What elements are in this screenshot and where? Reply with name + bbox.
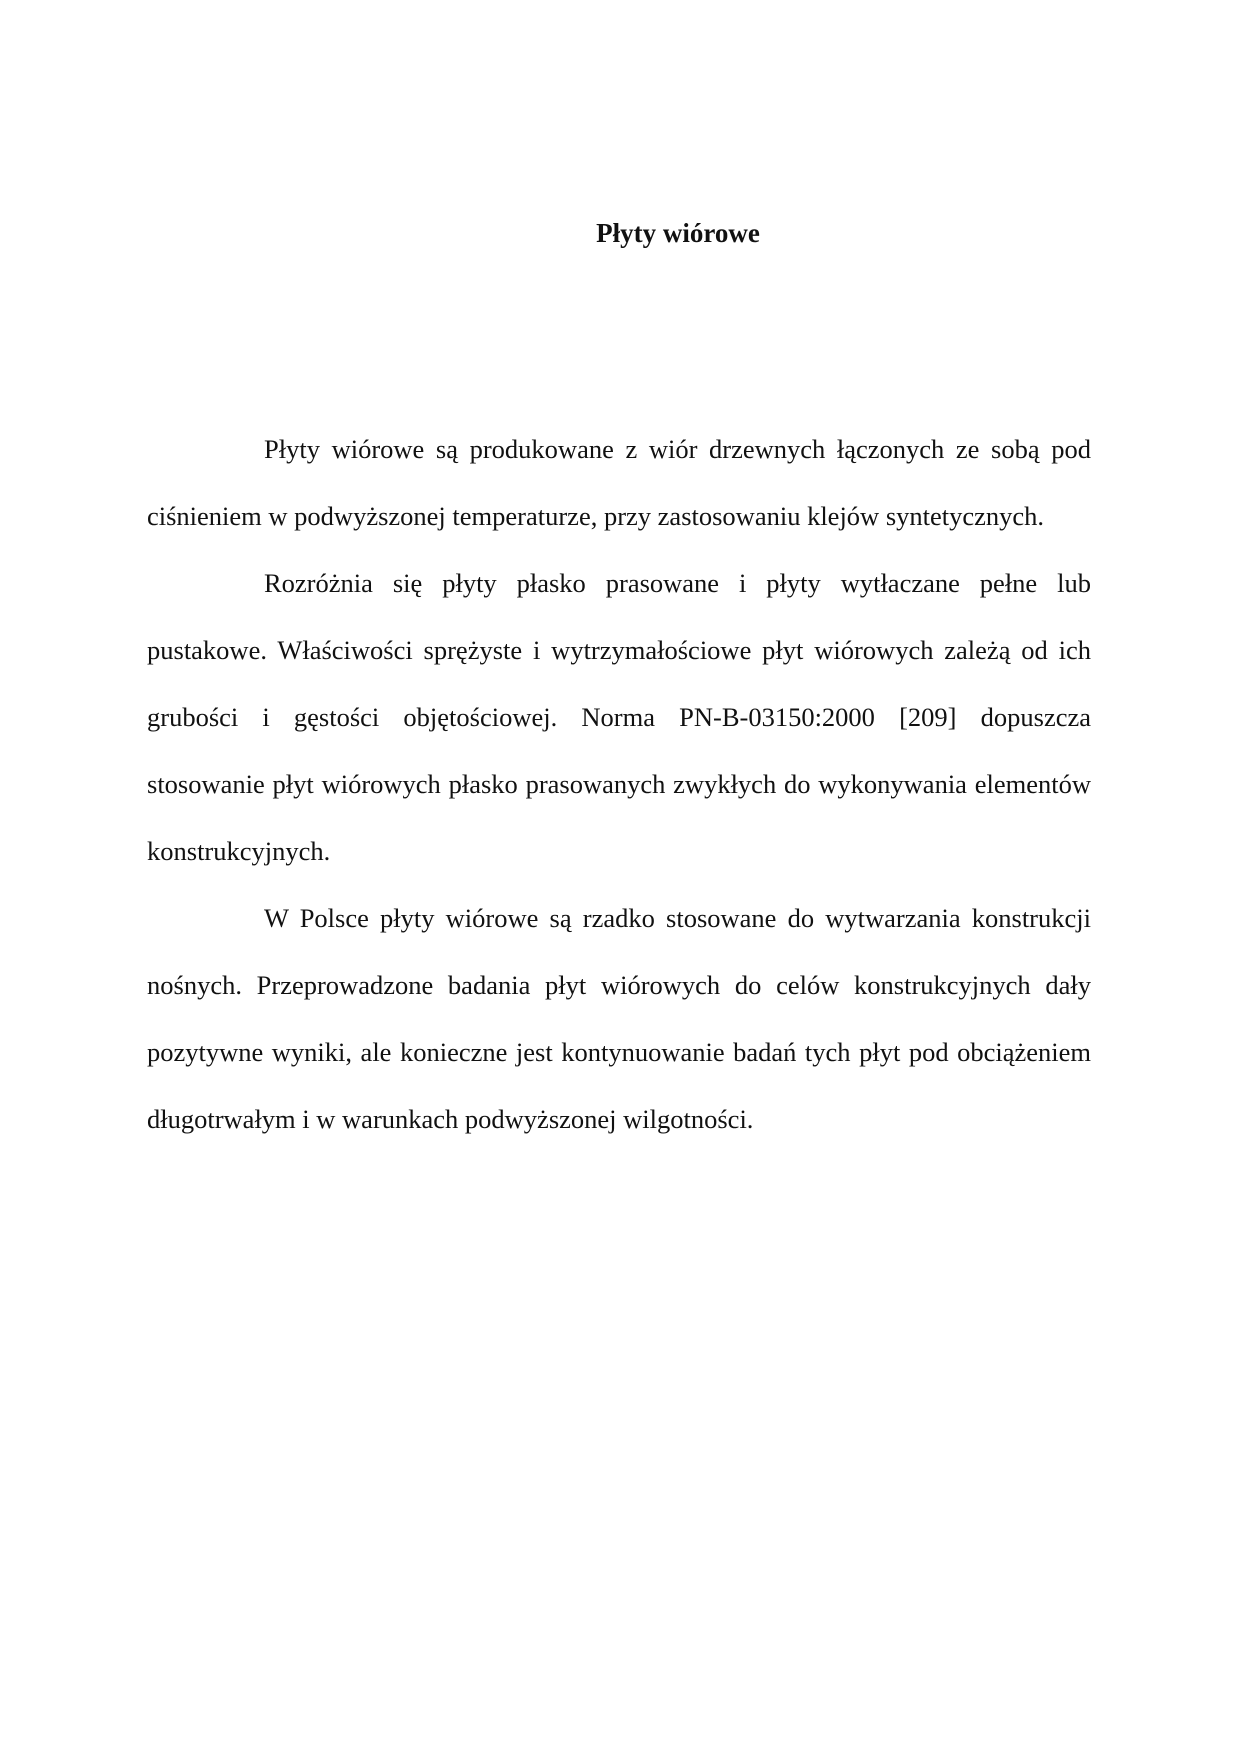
paragraph-2: Rozróżnia się płyty płasko prasowane i płyty wytłaczane pełne lub pustakowe. Właściwości sprężyste i wytrzymałościowe płyt wiórowych zależą od ich grubości i gęstości objętościowej. Norma PN-B-03150:2000 [209] dopuszcza stosowanie płyt wiórowych płasko prasowanych zwykłych do wykonywania elementów konstrukcyjnych. [147, 568, 1091, 866]
document-title: Płyty wiórowe [596, 218, 760, 248]
paragraph-3: W Polsce płyty wiórowe są rzadko stosowane do wytwarzania konstrukcji nośnych. Przeprowadzone badania płyt wiórowych do celów konstrukcyjnych dały pozytywne wyniki, ale konieczne jest kontynuowanie badań tych płyt pod obciążeniem długotrwałym i w warunkach podwyższonej wilgotności. [147, 903, 1091, 1134]
paragraph-1: Płyty wiórowe są produkowane z wiór drzewnych łączonych ze sobą pod ciśnieniem w podwyższonej temperaturze, przy zastosowaniu klejów syntetycznych. [147, 434, 1091, 531]
document-body [147, 416, 1091, 1153]
